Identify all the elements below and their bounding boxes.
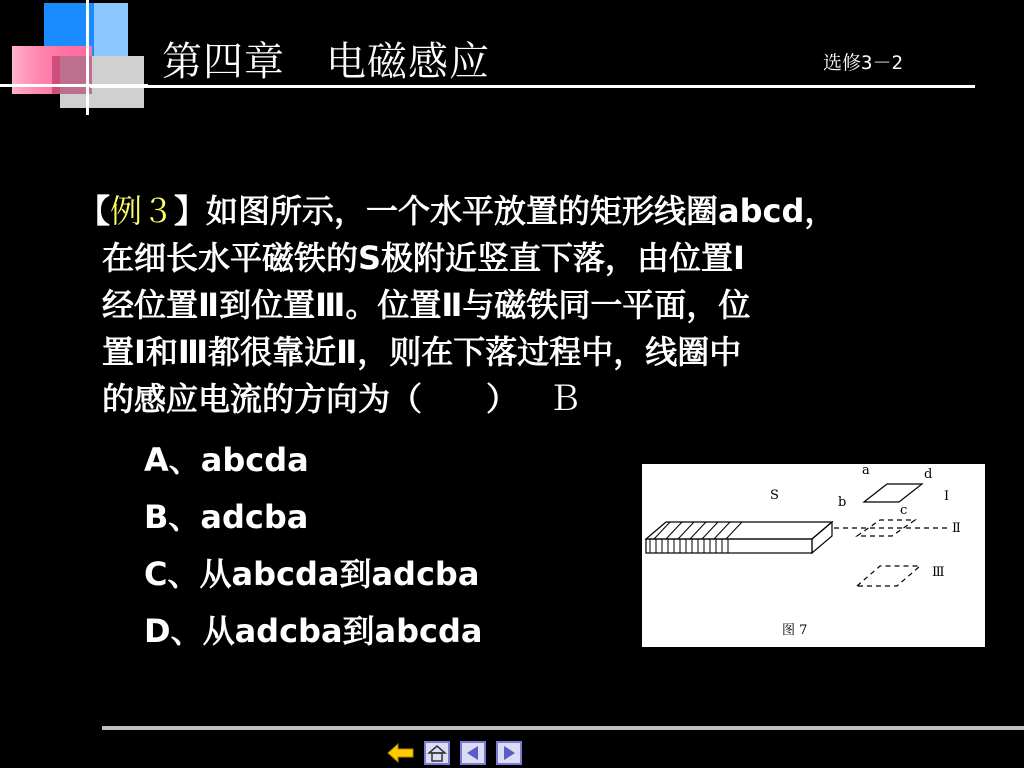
question-line-1 (78, 188, 978, 235)
figure-label-b: b (838, 495, 847, 510)
figure-label-position-1: Ⅰ (944, 489, 950, 504)
figure-label-a: a (862, 464, 870, 478)
figure-caption: 图 7 (782, 623, 808, 638)
question-line-2: 在细长水平磁铁的S极附近竖直下落，由位置Ⅰ (102, 239, 745, 277)
previous-icon[interactable] (458, 740, 488, 766)
answer-text: Ｂ (548, 379, 583, 419)
slide-navigation (386, 740, 524, 766)
header-divider (90, 85, 975, 88)
question-line-3: 经位置Ⅱ到位置Ⅲ。位置Ⅱ与磁铁同一平面，位 (102, 286, 751, 324)
back-arrow-icon[interactable] (386, 740, 416, 766)
next-icon[interactable] (494, 740, 524, 766)
logo-graphic (0, 0, 150, 115)
figure-label-position-2: Ⅱ (952, 521, 961, 536)
figure-label-s: S (770, 488, 779, 503)
footer-divider (102, 726, 1024, 730)
question-line-5-text: 的感应电流的方向为（ ） (102, 380, 519, 418)
question-line-4: 置Ⅰ和Ⅲ都很靠近Ⅱ，则在下落过程中，线圈中 (102, 333, 742, 371)
figure-label-d: d (924, 467, 933, 482)
page-subtitle: 选修3－2 (823, 52, 903, 74)
question-text (78, 188, 978, 423)
figure-label-position-3: Ⅲ (932, 565, 945, 580)
options-list (144, 437, 483, 665)
bracket-close: 】 (174, 192, 207, 230)
option-c: C、从abcda到adcba (144, 555, 480, 593)
home-icon[interactable] (422, 740, 452, 766)
bracket-open: 【 (78, 192, 111, 230)
physics-figure (642, 464, 985, 647)
example-label: 例３ (110, 192, 175, 230)
option-d: D、从adcba到abcda (144, 612, 483, 650)
option-b: B、adcba (144, 498, 309, 536)
question-line-1-text: 如图所示，一个水平放置的矩形线圈abcd， (206, 192, 837, 230)
option-a: A、abcda (144, 441, 309, 479)
page-title: 第四章 电磁感应 (162, 39, 490, 85)
question-line-5 (78, 376, 978, 423)
figure-label-c: c (900, 503, 908, 518)
